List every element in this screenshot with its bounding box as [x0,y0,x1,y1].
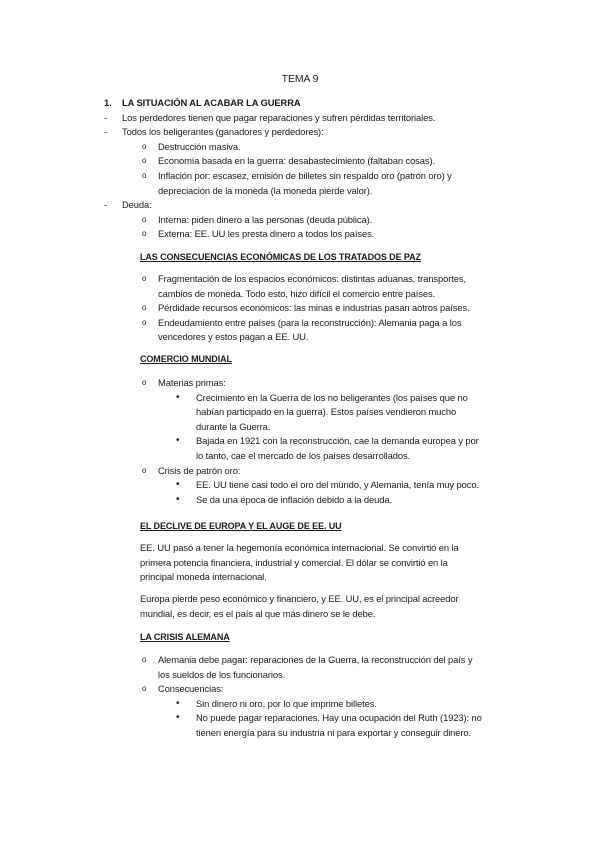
list-item-text: Los perdedores tienen que pagar reparaciones y sufren pérdidas territoriales. [122,111,436,123]
bullet-item-text: durante la Guerra. [196,420,271,432]
circle-bullet-icon: o [142,465,147,475]
bullet-item-continuation [0,726,600,741]
list-item [0,301,600,316]
sub-list-item-text: Destrucción masiva. [158,140,241,152]
circle-bullet-icon: o [142,156,147,166]
list-item-continuation [0,330,600,345]
section-heading: LA SITUACIÓN AL ACABAR LA GUERRA [122,97,301,108]
section-situacion [0,96,600,242]
circle-bullet-icon: o [142,303,147,313]
sub-list-item [0,169,600,184]
bullet-icon: • [176,435,180,447]
list-item [0,376,600,391]
list-item [0,464,600,479]
bullet-item-text: Sin dinero ni oro, por lo que imprime billetes. [196,697,377,709]
bullet-item-text: lo tanto, cae el mercado de los países desarrollados. [196,449,411,461]
list-item [0,653,600,668]
section-consecuencias [0,272,600,345]
circle-bullet-icon: o [142,317,147,327]
list-item-text: cambios de moneda. Todo esto, hizo difícil el comercio entre países. [158,287,436,299]
list-item [0,111,600,126]
sub-list-item-continuation [0,184,600,199]
consecuencias-heading: LAS CONSECUENCIAS ECONÓMICAS DE LOS TRATADOS DE PAZ [140,252,421,262]
bullet-item [0,493,600,508]
list-item-text: Todos los beligerantes (ganadores y perdedores): [122,126,324,138]
bullet-icon: • [176,391,180,403]
list-item-continuation [0,668,600,683]
circle-bullet-icon: o [142,684,147,694]
sub-list-item [0,213,600,228]
list-item-text: Deuda: [122,199,152,211]
paragraph-line: principal moneda internacional. [140,571,267,583]
bullet-item [0,434,600,449]
comercio-heading: COMERCIO MUNDIAL [140,354,232,364]
list-item-continuation [0,287,600,302]
list-item [0,198,600,213]
declive-heading: EL DECLIVE DE EUROPA Y EL AUGE DE EE. UU [140,521,342,531]
sub-list-item [0,227,600,242]
list-item-text: Pérdidade recursos económicos: las minas e industrias pasan aotros países. [158,302,470,314]
crisis-alemana-heading: LA CRISIS ALEMANA [140,632,230,642]
paragraph-line: EE. UU pasó a tener la hegemonía económica internacional. Se convirtió en la [140,542,459,553]
section-declive-p2 [0,592,600,621]
list-item-text: los sueldos de los funcionarios. [158,668,286,680]
list-item-text: vencedores y estos pagan a EE. UU. [158,331,309,343]
dash-marker: - [104,111,108,123]
paragraph-line: mundial, es decir, es el país al que más dinero se le debe. [140,607,376,619]
bullet-item-text: Se da una época de inflación debido a la deuda. [196,493,392,505]
sub-list-item-text: Externa: EE. UU les presta dinero a todos los países. [158,228,375,240]
paragraph-line: Europa pierde peso económico y financiero, y EE. UU, es el principal acreedor [140,593,459,604]
bullet-icon: • [176,493,180,505]
dash-marker: - [104,199,108,211]
list-item [0,272,600,287]
sub-list-item-text: depreciación de la moneda (la moneda pierde valor). [158,184,373,196]
circle-bullet-icon: o [142,214,147,224]
list-item [0,682,600,697]
bullet-item-text: Bajada en 1921 con la reconstrucción, cae la demanda europea y por [196,435,479,447]
list-item-text: Crisis de patrón oro: [158,464,241,476]
page-title: TEMA 9 [281,73,319,85]
bullet-item [0,391,600,406]
list-item-text: Materias primas: [158,377,226,388]
bullet-item-continuation [0,420,600,435]
dash-marker: - [104,126,108,138]
list-item [0,316,600,331]
bullet-item-continuation [0,405,600,420]
bullet-item [0,697,600,712]
sub-list-item-text: Economía basada en la guerra: desabastecimiento (faltaban cosas). [158,155,436,167]
section-number: 1. [104,97,112,108]
sub-list-item-text: Interna: piden dinero a las personas (deuda pública). [158,213,373,225]
bullet-icon: • [176,697,180,709]
list-item-text: Alemania debe pagar: reparaciones de la Guerra, la reconstrucción del país y [158,654,473,665]
sub-list-item-text: Inflación por: escasez, emisión de billetes sin respaldo oro (patrón oro) y [158,169,452,181]
bullet-icon: • [176,479,180,491]
list-item-text: Consecuencias: [158,683,224,695]
section-crisis-alemana [0,653,600,741]
circle-bullet-icon: o [142,655,147,664]
bullet-icon: • [176,712,180,724]
bullet-item-text: tienen energía para su industria ni para exportar y conseguir dinero. [196,726,472,738]
section-declive [0,541,600,585]
bullet-item-text: No puede pagar reparaciones. Hay una ocupación del Ruth (1923): no [196,712,482,724]
sub-list-item [0,140,600,155]
bullet-item [0,478,600,493]
section-comercio [0,376,600,507]
bullet-item-continuation [0,449,600,464]
list-item-text: Fragmentación de los espacios económicos: distintas aduanas, transportes, [158,273,466,284]
bullet-item [0,711,600,726]
circle-bullet-icon: o [142,274,147,283]
sub-list-item [0,154,600,169]
paragraph-line: primera potencia financiera, industrial y comercial. El dólar se convirtió en la [140,556,448,568]
circle-bullet-icon: o [142,141,147,151]
bullet-item-text: habían participado en la guerra). Estos países vendieron mucho [196,406,457,418]
bullet-item-text: Crecimiento en la Guerra de los no beligerantes (los países que no [196,391,468,403]
list-item [0,125,600,140]
circle-bullet-icon: o [142,229,147,239]
bullet-item-text: EE. UU tiene casi todo el oro del mundo, y Alemania, tenía muy poco. [196,479,479,491]
circle-bullet-icon: o [142,170,147,180]
section-heading-row [0,96,600,111]
circle-bullet-icon: o [142,378,147,387]
list-item-text: Endeudamiento entre países (para la reconstrucción): Alemania paga a los [158,316,462,328]
